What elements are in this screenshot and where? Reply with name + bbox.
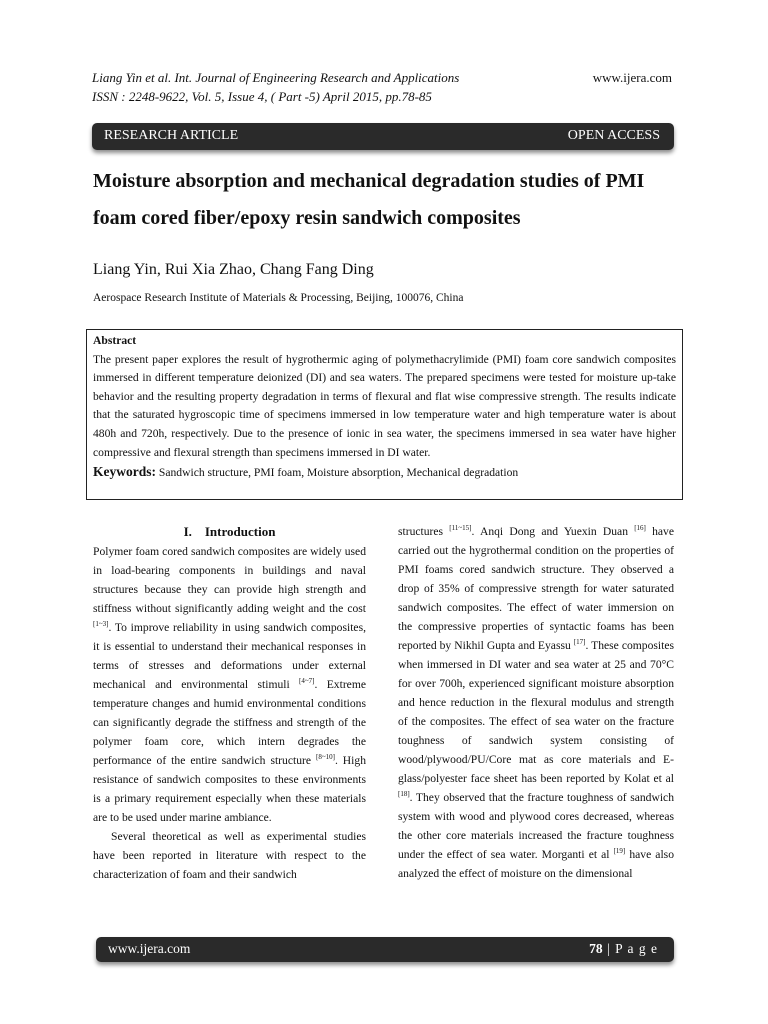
citation: [19]	[613, 847, 626, 855]
intro-paragraph-2-continued	[398, 522, 674, 883]
text-run: . These composites when immersed in DI water and sea water at 25 and 70°C for over 700h, experienced significant moisture absorption and hence reduction in the flexural modulus and strength of the composites. The effect of sea water on the fracture toughness of sandwich system consisting of wood/plywood/PU/Core mat as core materials and E-glass/polyester face sheet has been reported by Kolat et al	[398, 639, 674, 785]
page-footer	[96, 937, 674, 962]
text-run: have carried out the hygrothermal condition on the properties of PMI foams cored sandwich structure. They observed a drop of 35% of compressive strength for water saturated sandwich composites. The effect of water immersion on the compressive properties of syntactic foams has been reported by Nikhil Gupta and Eyassu	[398, 525, 674, 652]
paper-title: Moisture absorption and mechanical degradation studies of PMI foam cored fiber/epoxy resin sandwich composites	[93, 170, 645, 229]
author-list: Liang Yin, Rui Xia Zhao, Chang Fang Ding	[93, 261, 374, 278]
affiliation: Aerospace Research Institute of Materials & Processing, Beijing, 100076, China	[93, 292, 464, 304]
citation: [16]	[634, 524, 646, 532]
citation: [8~10]	[315, 753, 335, 761]
open-access-label: OPEN ACCESS	[567, 128, 660, 143]
intro-paragraph-1	[93, 542, 366, 827]
running-header	[92, 68, 459, 106]
text-run: . To improve reliability in using sandwich composites, it is essential to understand their mechanical responses in terms of stresses and deformations under external mechanical and environmental stimuli	[93, 621, 366, 691]
keywords-label: Keywords:	[93, 464, 156, 480]
text-run: . High resistance of sandwich composites to these environments is a primary requirement especially when these materials are to be used under marine ambiance.	[93, 754, 366, 824]
page-number: 78	[589, 941, 603, 956]
text-run: . Extreme temperature changes and humid environmental conditions can significantly degrade the stiffness and strength of the polymer foam core, which intern degrades the performance of the entire sandwich structure	[93, 678, 366, 767]
right-column	[398, 522, 674, 883]
keywords-line	[93, 463, 676, 483]
text-run: Polymer foam cored sandwich composites are widely used in load-bearing components in buildings and naval structures because they can provide high strength and stiffness without significantly adding weight and the cost	[93, 545, 366, 615]
text-run: have also analyzed the effect of moisture on the dimensional	[398, 848, 674, 880]
text-run: . Anqi Dong and Yuexin Duan	[471, 525, 635, 538]
footer-website: www.ijera.com	[108, 941, 191, 956]
abstract-heading: Abstract	[93, 334, 137, 347]
citation: [18]	[398, 790, 410, 798]
left-column	[93, 522, 366, 884]
intro-paragraph-2: Several theoretical as well as experimental studies have been reported in literature with respect to the characterization of foam and their sandwich	[93, 830, 366, 881]
header-website: www.ijera.com	[592, 70, 672, 85]
keywords-text: Sandwich structure, PMI foam, Moisture absorption, Mechanical degradation	[158, 466, 519, 480]
citation: [17]	[573, 638, 586, 646]
page-word: | P a g e	[602, 941, 658, 956]
citation: [4~7]	[299, 677, 315, 685]
journal-line: Liang Yin et al. Int. Journal of Engineering Research and Applications	[92, 70, 460, 85]
text-run: . They observed that the fracture toughness of sandwich system with wood and plywood cores decreased, whereas the other core materials increased the fracture toughness under the effect of sea water. Morganti et al	[398, 791, 674, 861]
page-number-label	[589, 941, 658, 957]
abstract-body: The present paper explores the result of hygrothermic aging of polymethacrylimide (PMI) foam core sandwich composites immersed in different temperature deionized (DI) and sea waters. The prepared specimens were tested for moisture up-take behavior and the resulting property degradation in terms of flexural and flat wise compressive strength. The results indicate that the saturated hygroscopic time of specimens immersed in low temperature water and high temperature water is about 480h and 720h, respectively. Due to the presence of ionic in sea water, the specimens immersed in sea water have higher compressive and flexural strength than specimens immersed in DI water.	[93, 352, 676, 459]
article-type-banner	[92, 123, 674, 150]
issn-line: ISSN : 2248-9622, Vol. 5, Issue 4, ( Part -5) April 2015, pp.78-85	[92, 89, 432, 104]
text-run: structures	[398, 525, 450, 538]
section-heading-introduction: I. Introduction	[183, 524, 276, 539]
research-article-label: RESEARCH ARTICLE	[104, 128, 239, 143]
citation: [11~15]	[449, 524, 472, 532]
abstract-box	[86, 329, 683, 500]
citation: [1~3]	[93, 620, 109, 628]
